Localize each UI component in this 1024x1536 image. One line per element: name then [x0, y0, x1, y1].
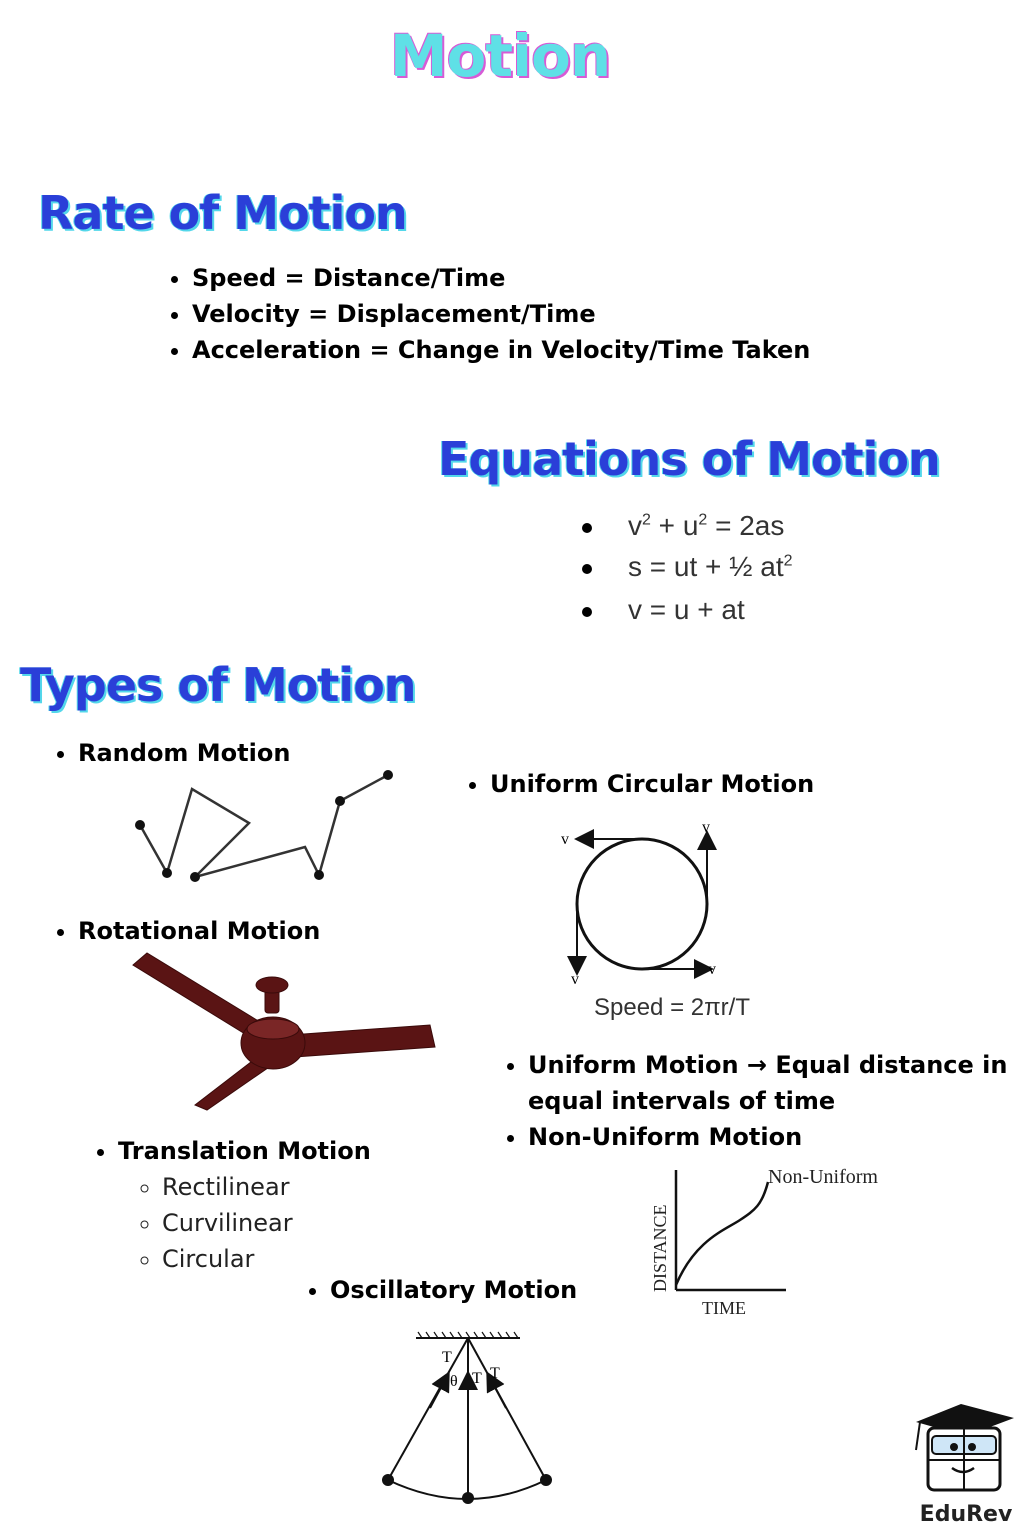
non-uniform-curve [676, 1182, 768, 1285]
tension-label: T [490, 1365, 500, 1382]
string-right [468, 1338, 546, 1480]
speed-formula: Speed = 2πr/T [594, 994, 750, 1021]
edurev-logo-icon [906, 1400, 1016, 1500]
brand-name: EduRev [919, 1502, 1013, 1527]
equations-heading: Equations of Motion [438, 432, 940, 486]
rate-list [170, 260, 810, 368]
distance-time-graph [640, 1160, 920, 1325]
rate-item-speed: • Speed = Distance/Time [192, 260, 810, 296]
non-uniform-motion-label: • Non-Uniform Motion [528, 1119, 1007, 1155]
curve-label: Non-Uniform [768, 1166, 878, 1188]
tension-label: T [472, 1370, 482, 1387]
translation-motion-label: • Translation Motion [118, 1133, 371, 1169]
rate-item-acceleration: • Acceleration = Change in Velocity/Time Taken [192, 332, 810, 368]
bob-right [540, 1474, 552, 1486]
tension-arrow-left [430, 1380, 445, 1408]
translation-sub-item: ◦ Rectilinear [162, 1169, 293, 1205]
uniform-circular-label: • Uniform Circular Motion [490, 766, 814, 802]
v-label: v [561, 831, 569, 848]
types-heading: Types of Motion [20, 658, 416, 712]
translation-sub-item: ◦ Circular [162, 1241, 293, 1277]
random-motion-label: • Random Motion [78, 735, 290, 771]
bullet-dot [582, 523, 592, 533]
fan-canopy [256, 977, 288, 993]
rotational-motion-label: • Rotational Motion [78, 913, 320, 949]
translation-sub-item: ◦ Curvilinear [162, 1205, 293, 1241]
equation-1: $v^2 + u^2 = 2as$ [582, 510, 784, 542]
v-label: v [702, 819, 710, 836]
oscillatory-motion-label: • Oscillatory Motion [330, 1272, 577, 1308]
orbit-circle [577, 839, 707, 969]
ceiling-fan-image [125, 945, 445, 1115]
rate-item-velocity: • Velocity = Displacement/Time [192, 296, 810, 332]
tension-arrow-right [491, 1380, 506, 1408]
page-title: Motion [389, 22, 611, 90]
bullet-dot [582, 564, 592, 574]
equation-2: s = ut + ½ $at^2$ [582, 551, 793, 583]
uniform-motion-label: • Uniform Motion → Equal distance in equal intervals of time [528, 1047, 1007, 1119]
fan-blade-right [290, 1025, 435, 1057]
equation-3: v = u + at [582, 594, 745, 626]
string-left [388, 1338, 468, 1480]
random-path [140, 775, 388, 877]
y-axis-label: DISTANCE [650, 1204, 670, 1292]
translation-sublist [140, 1169, 293, 1277]
pendulum-diagram [370, 1328, 570, 1508]
fan-blade-left [133, 953, 265, 1037]
v-label: v [708, 961, 716, 978]
x-axis-label: TIME [702, 1298, 746, 1318]
tension-label: T [442, 1349, 452, 1366]
random-points [135, 770, 393, 882]
circular-motion-diagram [556, 818, 736, 988]
random-motion-diagram [120, 765, 410, 890]
bob-left [382, 1474, 394, 1486]
bob-center [462, 1492, 474, 1504]
bullet-dot [582, 607, 592, 617]
rate-heading: Rate of Motion [38, 186, 407, 240]
angle-label: θ [450, 1373, 458, 1390]
v-label: v [571, 971, 579, 988]
